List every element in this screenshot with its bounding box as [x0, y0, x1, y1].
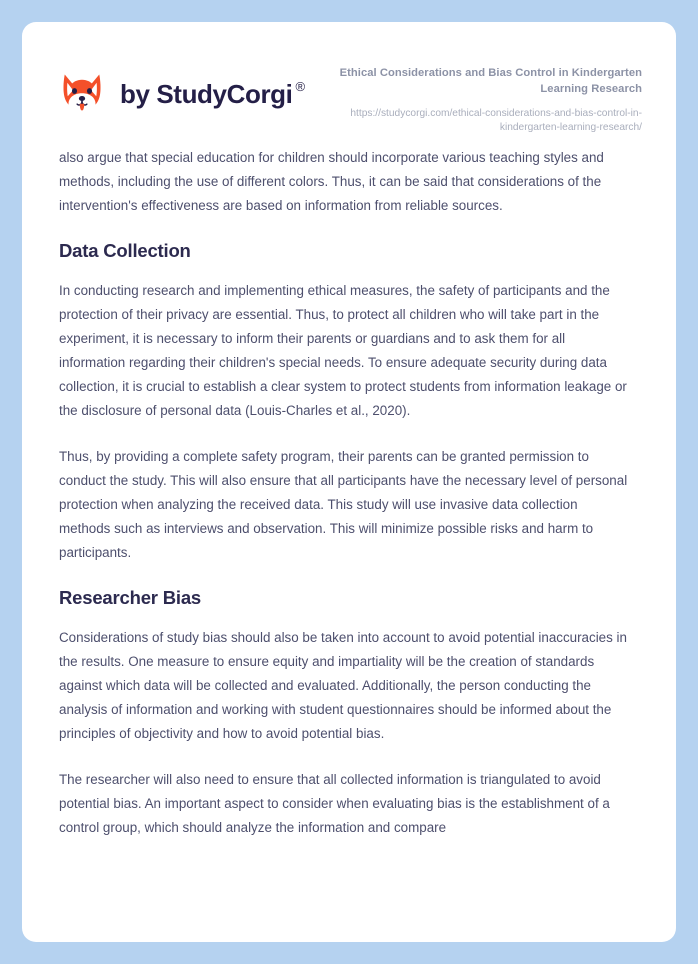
document-header [22, 22, 676, 146]
body-paragraph: In conducting research and implementing ethical measures, the safety of participants and the protection of their privacy are essential. Thus, to protect all children who will take part in the experiment, it is necessary to inform their parents or guardians and to ask them for all information regarding their children's special needs. To ensure adequate security during data collection, it is crucial to establish a clear system to protect students from information leakage or the disclosure of personal data (Louis-Charles et al., 2020). [59, 283, 627, 419]
body-paragraph: Thus, by providing a complete safety program, their parents can be granted permission to conduct the study. This will also ensure that all participants have the necessary level of personal protection when analyzing the received data. This study will use invasive data collection methods such as interviews and observation. This will minimize possible risks and harm to participants. [59, 449, 628, 561]
brand-logo[interactable] [58, 56, 305, 118]
section-heading: Researcher Bias [59, 587, 202, 609]
article-body [22, 146, 676, 840]
section-heading: Data Collection [59, 240, 191, 261]
brand-name-text: by StudyCorgi [120, 79, 293, 109]
body-paragraph: also argue that special education for children should incorporate various teaching styles and methods, including the use of different colors. Thus, it can be said that considerations of the intervention's effectiveness are based on information from reliable sources. [59, 150, 604, 213]
document-meta [305, 56, 642, 136]
document-title: Ethical Considerations and Bias Control in Kindergarten Learning Research [339, 67, 642, 95]
body-paragraph: Considerations of study bias should also be taken into account to avoid potential inaccuracies in the results. One measure to ensure equity and impartiality will be the creation of standards against which data will be collected and evaluated. Additionally, the person conducting the analysis of information and working with student questionnaires should be informed about the principles of objectivity and how to avoid potential bias. [59, 630, 627, 742]
brand-wordmark [120, 81, 305, 107]
registered-trademark-icon: ® [295, 79, 305, 94]
document-paper [22, 22, 676, 942]
body-paragraph: The researcher will also need to ensure that all collected information is triangulated to avoid potential bias. An important aspect to consider when evaluating bias is the establishment of a control group, which should analyze the information and compare [59, 772, 610, 836]
corgi-face-logo-icon [58, 70, 106, 118]
document-url[interactable]: https://studycorgi.com/ethical-considerations-and-bias-control-in-kindergarten-learning-research/ [350, 107, 642, 134]
